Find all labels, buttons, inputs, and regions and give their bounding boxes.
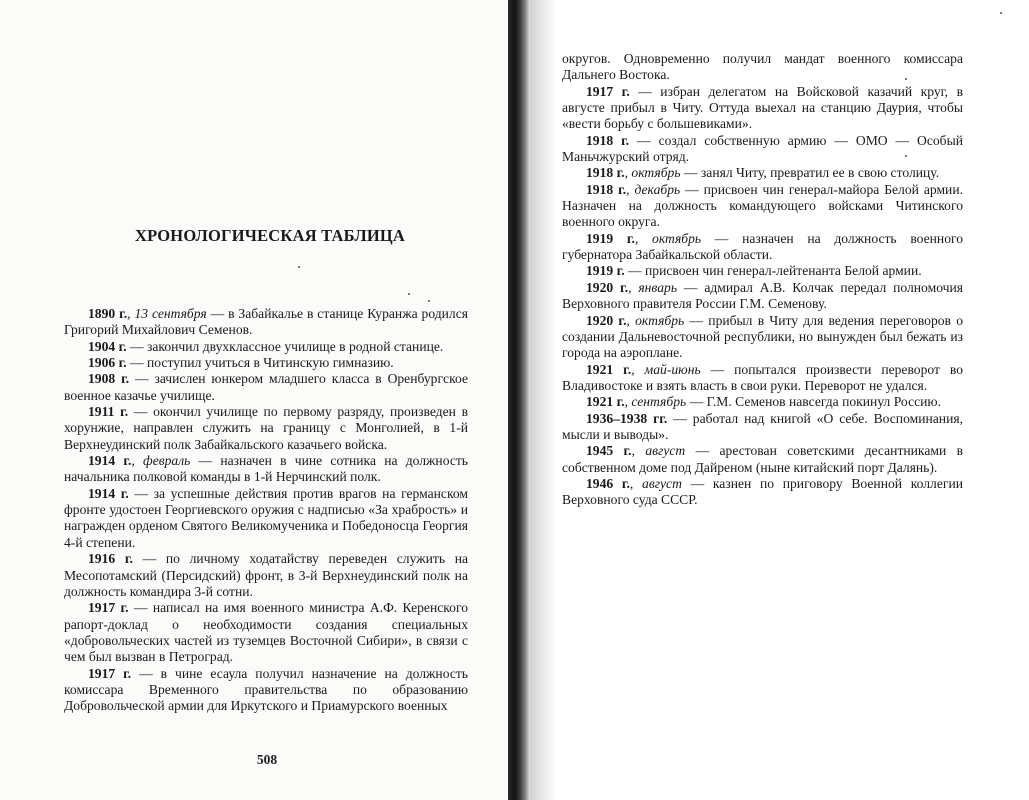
entry-year: 1908 г.: [88, 371, 130, 387]
scan-speck: [298, 266, 300, 268]
entry-text: — работал над книгой «О себе. Воспоминания, мысли и выводы».: [562, 410, 964, 442]
chronology-entry: [64, 666, 468, 715]
chronology-entry: [64, 339, 468, 355]
entry-year: 1946 г.: [586, 475, 630, 491]
entry-text: — по личному ходатайству переведен служить на Месопотамский (Персидский) фронт, в 3-й Верхнеудинский полк на должность командира 3-й сотни.: [64, 551, 469, 599]
entry-text: — попытался произвести переворот во Владивостоке и взять власть в свои руки. Переворот не удался.: [562, 361, 964, 393]
entry-text: — казнен по приговору Военной коллегии Верховного суда СССР.: [562, 475, 963, 508]
entry-separator: ,: [131, 453, 144, 469]
entry-date: февраль: [143, 453, 191, 469]
entry-year: 1916 г.: [88, 551, 133, 567]
entry-date: октябрь: [635, 312, 685, 328]
chronology-entry: [562, 443, 963, 476]
scan-speck: [408, 293, 410, 295]
entry-year: 1914 г.: [88, 485, 129, 501]
entry-year: 1945 г.: [586, 443, 632, 459]
chronology-entry: [64, 355, 468, 371]
entry-text: — в чине есаула получил назначение на должность комиссара Временного правительства по образованию Добровольческой армии для Иркутского и Приамурского военных: [64, 665, 469, 714]
entry-year: 1919 г.: [586, 263, 625, 279]
entry-text: — присвоен чин генерал-майора Белой армии. Назначен на должность командующего войсками Читинского военного округа.: [562, 181, 964, 230]
chronology-entry: [562, 84, 963, 133]
entry-year: 1918 г.: [586, 165, 625, 181]
entry-year: 1921 г.: [586, 394, 625, 410]
entry-text: — в Забайкалье в станице Куранжа родился Григорий Михайлович Семенов.: [64, 306, 468, 338]
entry-date: август: [642, 475, 682, 491]
entry-year: 1917 г.: [586, 83, 630, 99]
entry-date: май-июнь: [644, 361, 701, 377]
entry-text: — зачислен юнкером младшего класса в Оренбургское военное казачье училище.: [64, 371, 469, 403]
entry-year: 1911 г.: [88, 404, 129, 420]
entry-year: 1904 г.: [88, 338, 127, 354]
page-number: 508: [256, 752, 278, 767]
chronology-entry: [562, 476, 963, 509]
entry-year: 1914 г.: [88, 453, 132, 469]
entry-separator: ,: [631, 361, 645, 377]
chronology-entry: [562, 231, 963, 264]
entry-year: 1920 г.: [586, 279, 629, 295]
entry-separator: ,: [624, 394, 632, 410]
right-entries: [562, 51, 963, 509]
entry-text: — адмирал А.В. Колчак передал полномочия Верховного правителя России Г.М. Семенову.: [562, 279, 963, 312]
entry-separator: ,: [634, 230, 653, 246]
chronology-entry: [562, 313, 963, 362]
entry-text: — закончил двухклассное училище в родной станице.: [126, 338, 444, 354]
entry-date: октябрь: [631, 165, 681, 181]
chronology-entry: [64, 486, 468, 551]
chronology-entry: [562, 263, 963, 279]
entry-text: — окончил училище по первому разряду, произведен в хорунжие, направлен служить на границу с Монголией, в 1-й Верхнеудинский полк Забайкальского казачьего войска.: [64, 404, 468, 452]
scan-speck: [905, 155, 907, 157]
entry-year: 1918 г.: [586, 181, 627, 197]
entry-text: — назначен на должность военного губернатора Забайкальской области.: [562, 230, 964, 263]
entry-date: январь: [638, 279, 678, 295]
entry-text: — написал на имя военного министра А.Ф. Керенского рапорт-доклад о необходимости создания специальных «добровольческих частей из туземцев Восточной Сибири», в связи с чем был вызван в Петроград.: [64, 600, 469, 665]
scan-speck: [428, 300, 430, 302]
entry-date: декабрь: [634, 181, 681, 197]
entry-date: 13 сентября: [134, 306, 207, 321]
left-page: [0, 0, 512, 800]
chronology-entry: [562, 165, 963, 181]
entry-date: сентябрь: [631, 394, 687, 410]
chronology-entry: [562, 362, 963, 395]
chronology-entry: [64, 371, 468, 404]
page-title: ХРОНОЛОГИЧЕСКАЯ ТАБЛИЦА: [134, 226, 406, 245]
chronology-entry: [64, 306, 468, 339]
entry-text: — избран делегатом на Войсковой казачий круг, в августе прибыл в Читу. Оттуда выехал на станцию Даурия, чтобы «вести борьбу с большевиками».: [562, 83, 963, 132]
entry-date: октябрь: [652, 230, 702, 246]
chronology-entry: [562, 280, 963, 313]
chronology-entry: [64, 600, 468, 665]
entry-separator: ,: [624, 165, 632, 181]
entry-separator: ,: [626, 312, 636, 328]
entry-year: 1936–1938 гг.: [586, 410, 668, 426]
entry-text: — арестован советскими десантниками в собственном доме под Дайреном (ныне китайский порт Далянь).: [562, 443, 964, 475]
entry-separator: ,: [626, 181, 635, 197]
chronology-entry: [562, 394, 963, 410]
entry-year: 1906 г.: [88, 355, 127, 371]
entry-text: — поступил учиться в Читинскую гимназию.: [126, 355, 394, 371]
entry-year: 1921 г.: [586, 361, 632, 377]
entry-text: — Г.М. Семенов навсегда покинул Россию.: [686, 394, 941, 410]
entry-year: 1919 г.: [586, 230, 635, 246]
entry-date: август: [645, 443, 686, 459]
left-entries: [64, 306, 468, 715]
continuation-paragraph: округов. Одновременно получил мандат военного комиссара Дальнего Востока.: [562, 51, 963, 83]
entry-text: — назначен в чине сотника на должность начальника полковой команды в 1-й Нерчинский полк.: [64, 453, 469, 485]
entry-text: — создал собственную армию — ОМО — Особый Маньчжурский отряд.: [562, 132, 963, 165]
entry-separator: ,: [628, 279, 639, 295]
entry-year: 1890 г.: [88, 306, 128, 321]
entry-text: — присвоен чин генерал-лейтенанта Белой армии.: [624, 263, 922, 279]
scan-speck: [1000, 12, 1002, 14]
entry-separator: ,: [127, 306, 135, 321]
entry-separator: ,: [629, 475, 643, 491]
entry-year: 1918 г.: [586, 132, 630, 148]
entry-text: — прибыл в Читу для ведения переговоров о создании Дальневосточной республики, но вынужден был бежать из города на аэроплане.: [562, 312, 963, 361]
chronology-entry: [562, 182, 963, 231]
entry-year: 1920 г.: [586, 312, 627, 328]
entry-text: — занял Читу, превратил ее в свою столицу.: [680, 165, 940, 181]
entry-year: 1917 г.: [88, 665, 132, 681]
entry-text: — за успешные действия против врагов на германском фронте удостоен Георгиевского оружия с надписью «За храбрость» и награжден орденом Святого Великомученика и Победоносца Георгия 4-й степени.: [64, 485, 469, 550]
chronology-entry: [64, 404, 468, 453]
entry-separator: ,: [631, 443, 646, 459]
right-entry-list: [562, 84, 963, 509]
chronology-entry: [562, 133, 963, 166]
entry-year: 1917 г.: [88, 600, 129, 616]
chronology-entry: [64, 551, 468, 600]
chronology-entry: [64, 453, 468, 486]
chronology-entry: [562, 411, 963, 444]
scan-speck: [905, 78, 907, 80]
